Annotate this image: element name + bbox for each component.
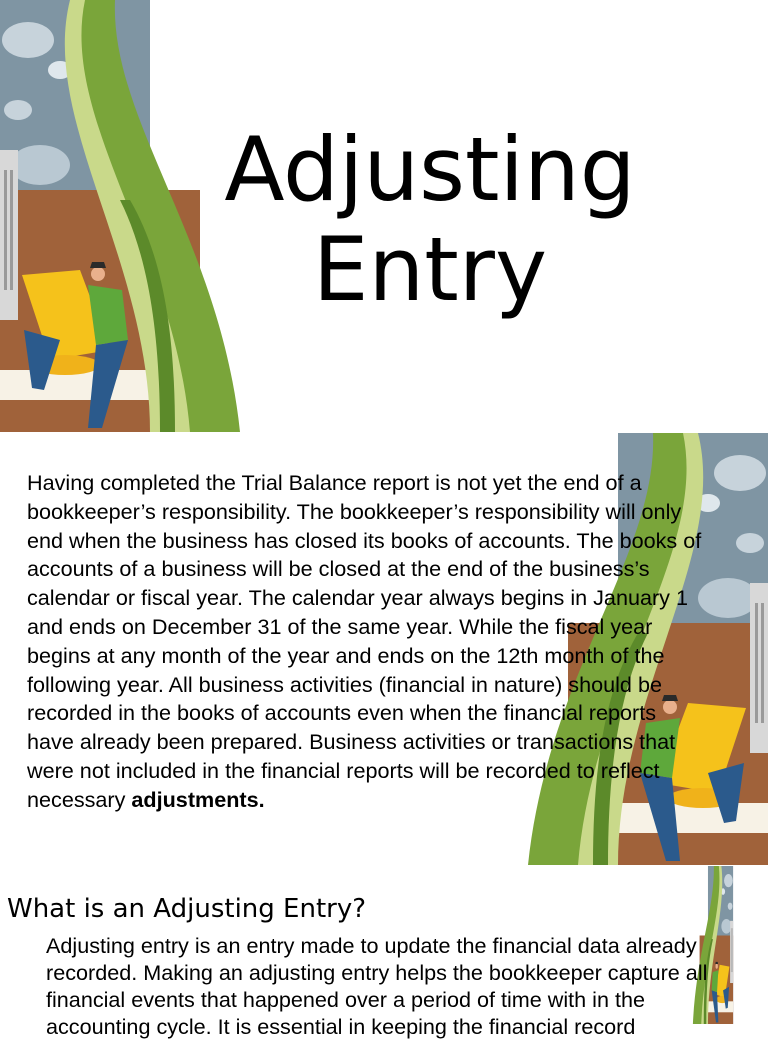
slide-body — [27, 469, 707, 815]
slide-title: Adjusting Entry — [224, 118, 636, 321]
slide-3 — [0, 866, 768, 1039]
slide-1 — [0, 0, 768, 432]
slide-heading: What is an Adjusting Entry? — [7, 894, 367, 924]
body-text: Having completed the Trial Balance report is not yet the end of a bookkeeper’s responsibility. The bookkeeper’s responsibility will only end when the business has closed its books of accounts. The books of accounts of a business will be closed at the end of the business’s calendar or fiscal year. The calendar year always begins in January 1 and ends on December 31 of the same year. While the fiscal year begins at any month of the year and ends on the 12th month of the following year. All business activities (financial in nature) should be recorded in the books of accounts even when the financial reports have already been prepared. Business activities or transactions that were not included in the financial reports will be recorded to reflect necessary — [27, 470, 702, 812]
slide-body: Adjusting entry is an entry made to update the financial data already recorded. Making an adjusting entry helps the bookkeeper capture all financial events that happened over a period of time with in the accounting cycle. It is essential in keeping the financial record — [46, 933, 708, 1039]
emphasis-text: adjustments. — [131, 786, 265, 812]
slide-2 — [0, 433, 768, 865]
